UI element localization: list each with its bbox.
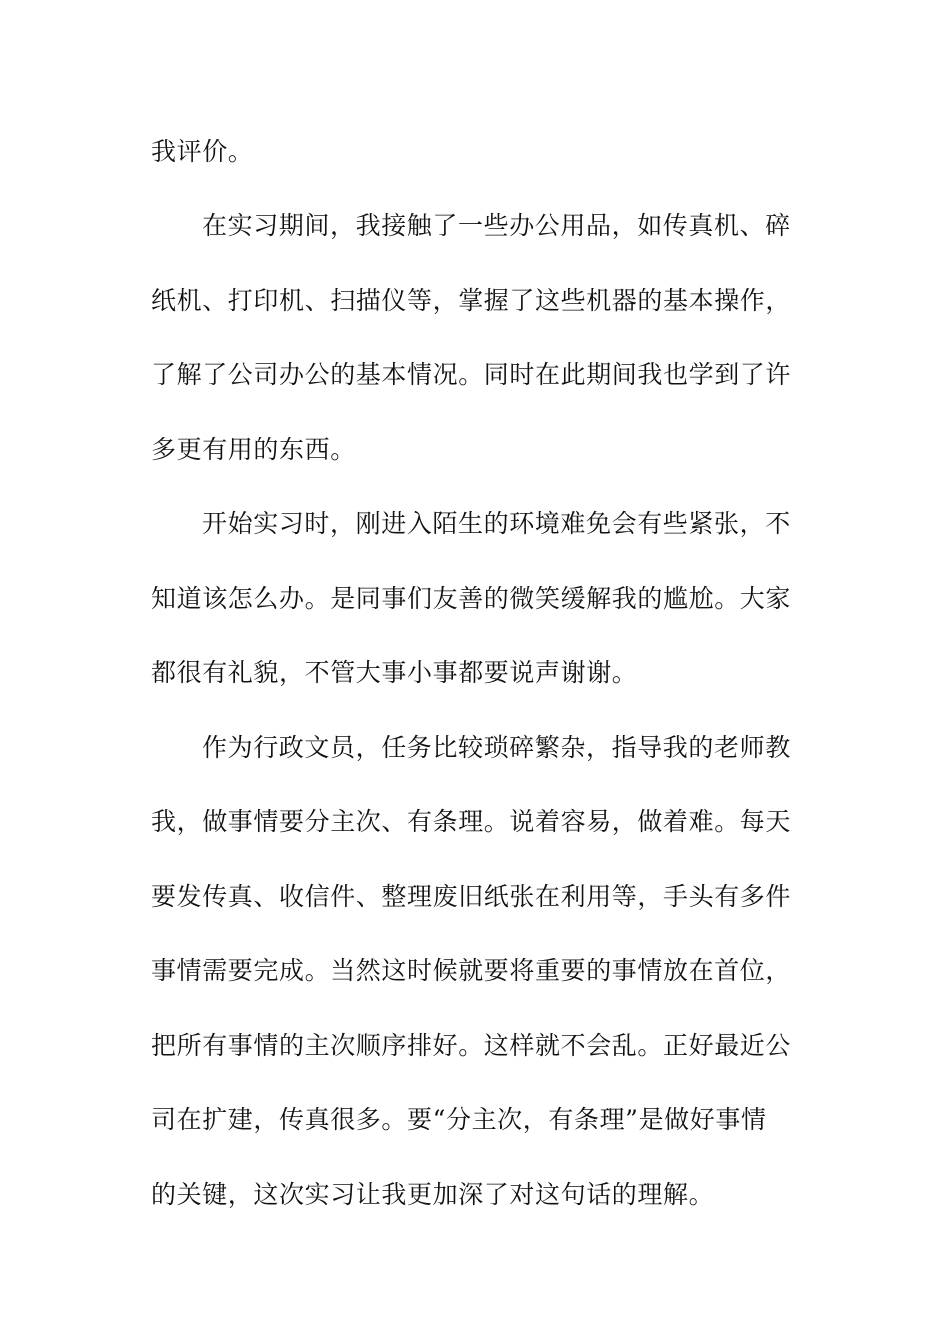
text-line: 的关键，这次实习让我更加深了对这句话的理解。 [151,1180,715,1209]
text-line: 纸机、打印机、扫描仪等，掌握了这些机器的基本操作， [151,286,792,315]
text-line: 司在扩建，传真很多。要“分主次，有条理”是做好事情 [151,1105,767,1134]
text-line: 都很有礼貌，不管大事小事都要说声谢谢。 [151,658,638,687]
text-line: 事情需要完成。当然这时候就要将重要的事情放在首位， [151,956,792,985]
paragraph-first-line: 开始实习时，刚进入陌生的环境难免会有些紧张，不 [202,509,791,538]
paragraph-first-line: 作为行政文员，任务比较琐碎繁杂，指导我的老师教 [202,733,791,762]
text-line: 我评价。 [151,137,254,166]
text-line: 我，做事情要分主次、有条理。说着容易，做着难。每天 [151,807,792,836]
paragraph-first-line: 在实习期间，我接触了一些办公用品，如传真机、碎 [202,211,791,240]
text-line: 要发传真、收信件、整理废旧纸张在利用等，手头有多件 [151,882,792,911]
text-line: 了解了公司办公的基本情况。同时在此期间我也学到了许 [151,360,792,389]
text-line: 把所有事情的主次顺序排好。这样就不会乱。正好最近公 [151,1031,792,1060]
text-line: 知道该怎么办。是同事们友善的微笑缓解我的尴尬。大家 [151,584,792,613]
text-line: 多更有用的东西。 [151,435,356,464]
